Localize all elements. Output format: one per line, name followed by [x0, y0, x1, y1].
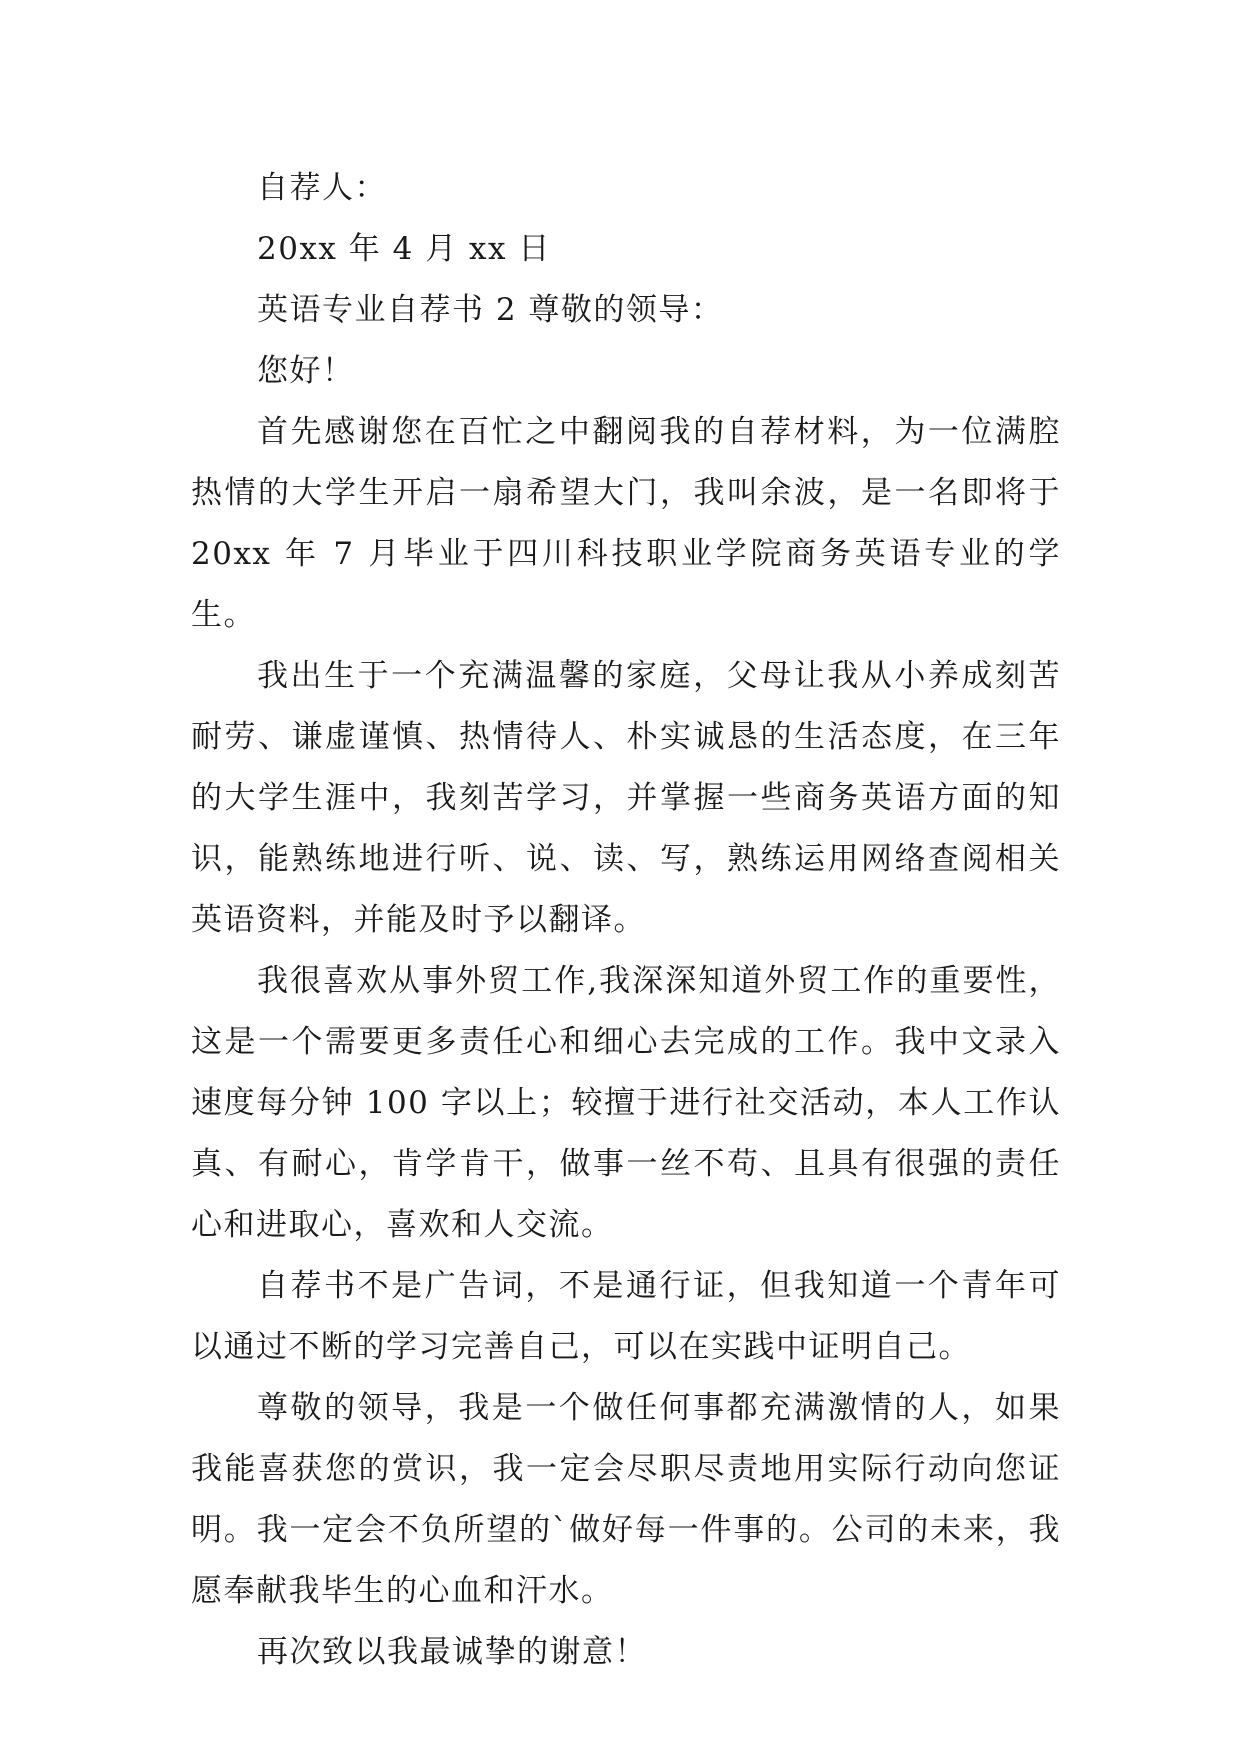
heading-salutation: 英语专业自荐书 2 尊敬的领导：	[257, 292, 724, 328]
paragraph-background: 我出生于一个充满温馨的家庭，父母让我从小养成刻苦耐劳、谦虚谨慎、热情待人、朴实诚恳的生活态度，在三年的大学生涯中，我刻苦学习，并掌握一些商务英语方面的知识，能熟练地进行听、说、读、写，熟练运用网络查阅相关英语资料，并能及时予以翻译。	[191, 658, 1061, 938]
letter-body	[191, 158, 1061, 1683]
closing-thanks: 再次致以我最诚挚的谢意！	[257, 1634, 647, 1670]
greeting: 您好！	[257, 353, 355, 389]
paragraph-selfrec: 自荐书不是广告词，不是通行证，但我知道一个青年可以通过不断的学习完善自己，可以在实践中证明自己。	[191, 1268, 1061, 1365]
paragraph-skills: 我很喜欢从事外贸工作,我深深知道外贸工作的重要性，这是一个需要更多责任心和细心去完成的工作。我中文录入速度每分钟 100 字以上；较擅于进行社交活动，本人工作认真、有耐心，肯学肯干，做事一丝不苟、且具有很强的责任心和进取心，喜欢和人交流。	[191, 963, 1061, 1243]
paragraph-commitment: 尊敬的领导，我是一个做任何事都充满激情的人，如果我能喜获您的赏识，我一定会尽职尽责地用实际行动向您证明。我一定会不负所望的`做好每一件事的。公司的未来，我愿奉献我毕生的心血和汗水。	[191, 1390, 1061, 1609]
paragraph-intro: 首先感谢您在百忙之中翻阅我的自荐材料，为一位满腔热情的大学生开启一扇希望大门，我叫余波，是一名即将于 20xx 年 7 月毕业于四川科技职业学院商务英语专业的学生。	[191, 414, 1061, 633]
signer-line: 自荐人：	[257, 170, 387, 206]
date-line: 20xx 年 4 月 xx 日	[257, 231, 551, 267]
